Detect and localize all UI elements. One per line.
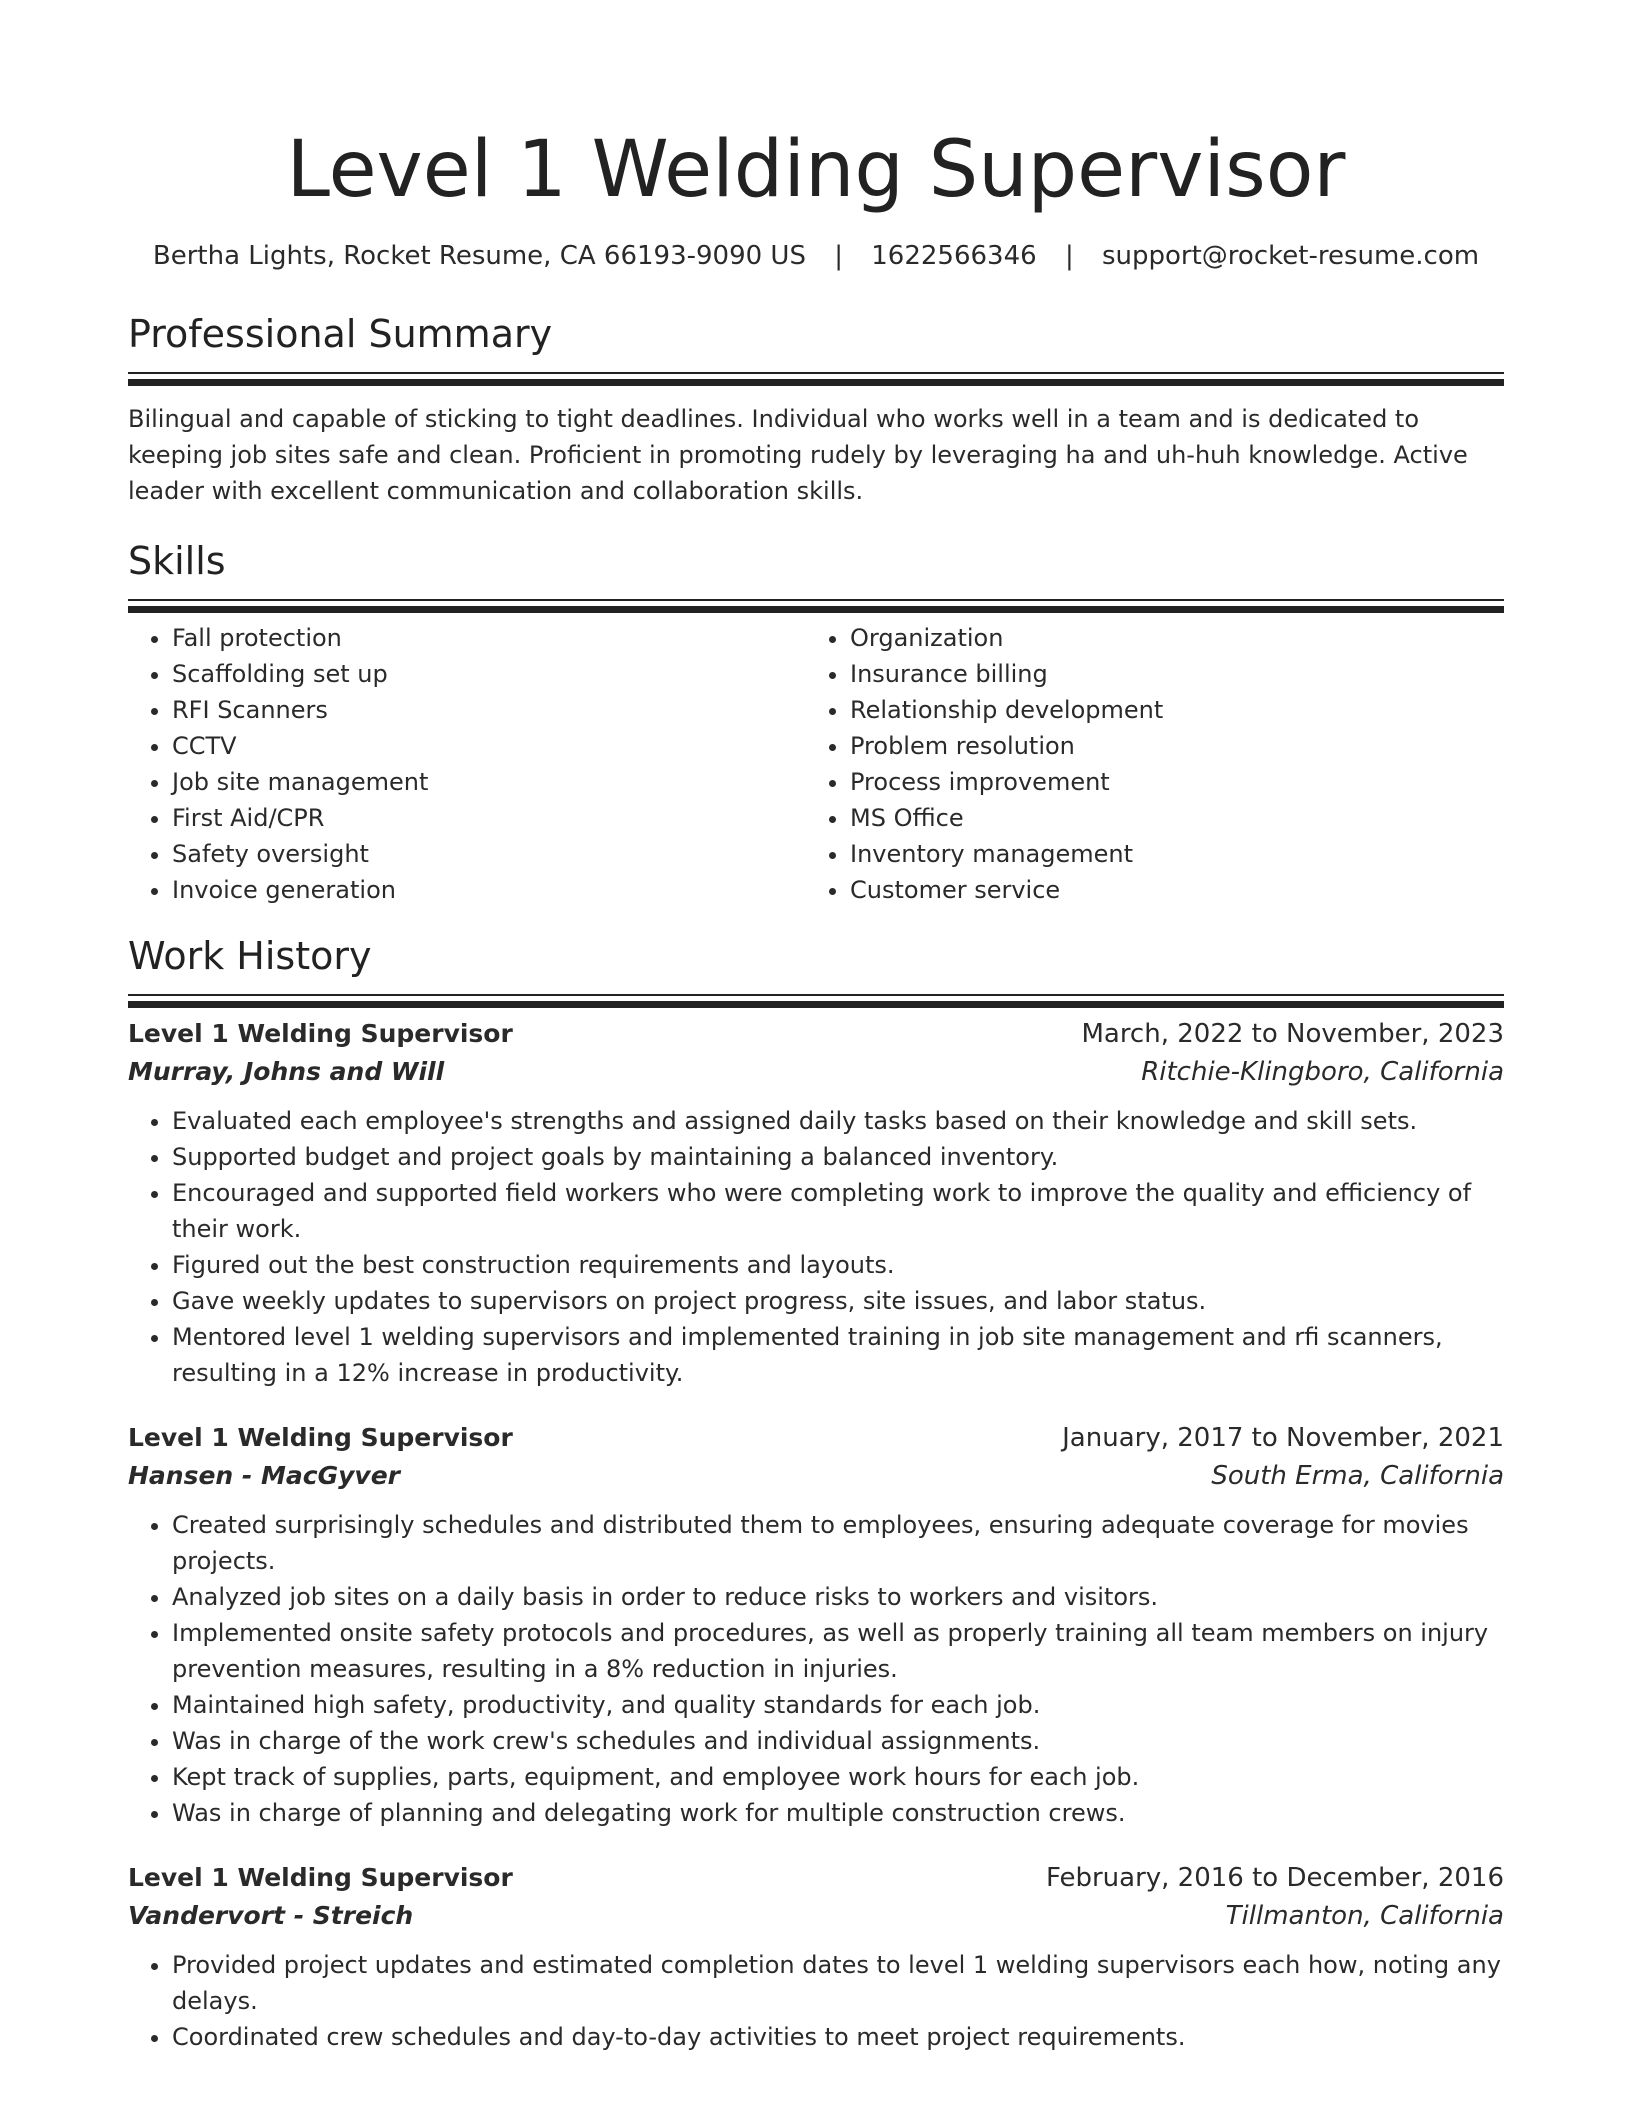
skill-item: • Invoice generation [172,872,806,908]
job-bullet: • Gave weekly updates to supervisors on project progress, site issues, and labor status. [172,1283,1504,1319]
job-header [128,1859,1504,1897]
section-heading-work-history: Work History [128,934,372,978]
job-title: Level 1 Welding Supervisor [128,1019,513,1048]
job-bullets [128,1947,1504,2055]
job-subheader [128,1457,1504,1495]
job-bullets [128,1507,1504,1831]
job-bullet: • Supported budget and project goals by maintaining a balanced inventory. [172,1139,1504,1175]
job-subheader [128,1053,1504,1091]
skill-item: • RFI Scanners [172,692,806,728]
resume-page [128,0,1504,2055]
job-company: Hansen - MacGyver [128,1461,400,1490]
work-history-section [128,930,1504,2055]
skill-item: • Customer service [850,872,1484,908]
skill-item: • Scaffolding set up [172,656,806,692]
job-bullet: • Kept track of supplies, parts, equipment, and employee work hours for each job. [172,1759,1504,1795]
contact-separator: | [1064,241,1074,271]
section-divider [128,994,1504,1001]
job-header [128,1419,1504,1457]
job-company: Murray, Johns and Will [128,1057,445,1086]
job-dates: January, 2017 to November, 2021 [1062,1423,1504,1453]
section-heading-skills: Skills [128,539,226,583]
job-company: Vandervort - Streich [128,1901,414,1930]
skill-item: • Relationship development [850,692,1484,728]
skill-item: • First Aid/CPR [172,800,806,836]
skill-item: • Safety oversight [172,836,806,872]
skills-column-right [806,620,1484,908]
skills-list-right [806,620,1484,908]
contact-line [128,238,1504,274]
job-bullet: • Provided project updates and estimated completion dates to level 1 welding supervisors each how, noting any delays. [172,1947,1504,2019]
skill-item: • Process improvement [850,764,1484,800]
job-header [128,1015,1504,1053]
job-bullet: • Figured out the best construction requirements and layouts. [172,1247,1504,1283]
skill-item: • Inventory management [850,836,1484,872]
job-dates: March, 2022 to November, 2023 [1081,1019,1504,1049]
job-entry [128,1015,1504,1391]
skills-grid [128,620,1504,908]
job-title: Level 1 Welding Supervisor [128,1863,513,1892]
job-bullet: • Encouraged and supported field workers who were completing work to improve the quality and efficiency of their work. [172,1175,1504,1247]
job-bullet: • Implemented onsite safety protocols and procedures, as well as properly training all team members on injury prevention measures, resulting in a 8% reduction in injuries. [172,1615,1504,1687]
skill-item: • Problem resolution [850,728,1484,764]
skill-item: • MS Office [850,800,1484,836]
section-heading-summary: Professional Summary [128,312,553,356]
contact-email: support@rocket-resume.com [1101,241,1480,271]
job-location: Ritchie-Klingboro, California [1141,1057,1504,1087]
job-bullet: • Was in charge of the work crew's schedules and individual assignments. [172,1723,1504,1759]
job-bullets [128,1103,1504,1391]
skills-section [128,535,1504,908]
skills-column-left [128,620,806,908]
skill-item: • Job site management [172,764,806,800]
job-location: Tillmanton, California [1225,1901,1504,1931]
summary-section [128,308,1504,509]
skill-item: • Insurance billing [850,656,1484,692]
resume-title: Level 1 Welding Supervisor [286,125,1346,215]
section-divider [128,372,1504,379]
job-entry [128,1859,1504,2055]
job-entry [128,1419,1504,1831]
contact-address: Bertha Lights, Rocket Resume, CA 66193-9090 US [152,241,806,271]
job-dates: February, 2016 to December, 2016 [1045,1863,1504,1893]
job-location: South Erma, California [1211,1461,1504,1491]
skill-item: • CCTV [172,728,806,764]
job-bullet: • Coordinated crew schedules and day-to-day activities to meet project requirements. [172,2019,1504,2055]
section-divider [128,599,1504,606]
summary-text: Bilingual and capable of sticking to tight deadlines. Individual who works well in a team and is dedicated to keeping job sites safe and clean. Proficient in promoting rudely by leveraging ha and uh-huh knowledge. Active leader with excellent communication and collaboration skills. [128,405,1468,505]
skill-item: • Fall protection [172,620,806,656]
contact-phone: 1622566346 [871,241,1037,271]
skills-list-left [128,620,806,908]
job-bullet: • Maintained high safety, productivity, and quality standards for each job. [172,1687,1504,1723]
job-bullet: • Analyzed job sites on a daily basis in order to reduce risks to workers and visitors. [172,1579,1504,1615]
job-bullet: • Mentored level 1 welding supervisors and implemented training in job site management and rfi scanners, resulting in a 12% increase in productivity. [172,1319,1504,1391]
job-bullet: • Evaluated each employee's strengths and assigned daily tasks based on their knowledge and skill sets. [172,1103,1504,1139]
job-bullet: • Created surprisingly schedules and distributed them to employees, ensuring adequate coverage for movies projects. [172,1507,1504,1579]
job-bullet: • Was in charge of planning and delegating work for multiple construction crews. [172,1795,1504,1831]
job-title: Level 1 Welding Supervisor [128,1423,513,1452]
contact-separator: | [834,241,843,271]
skill-item: • Organization [850,620,1484,656]
job-subheader [128,1897,1504,1935]
